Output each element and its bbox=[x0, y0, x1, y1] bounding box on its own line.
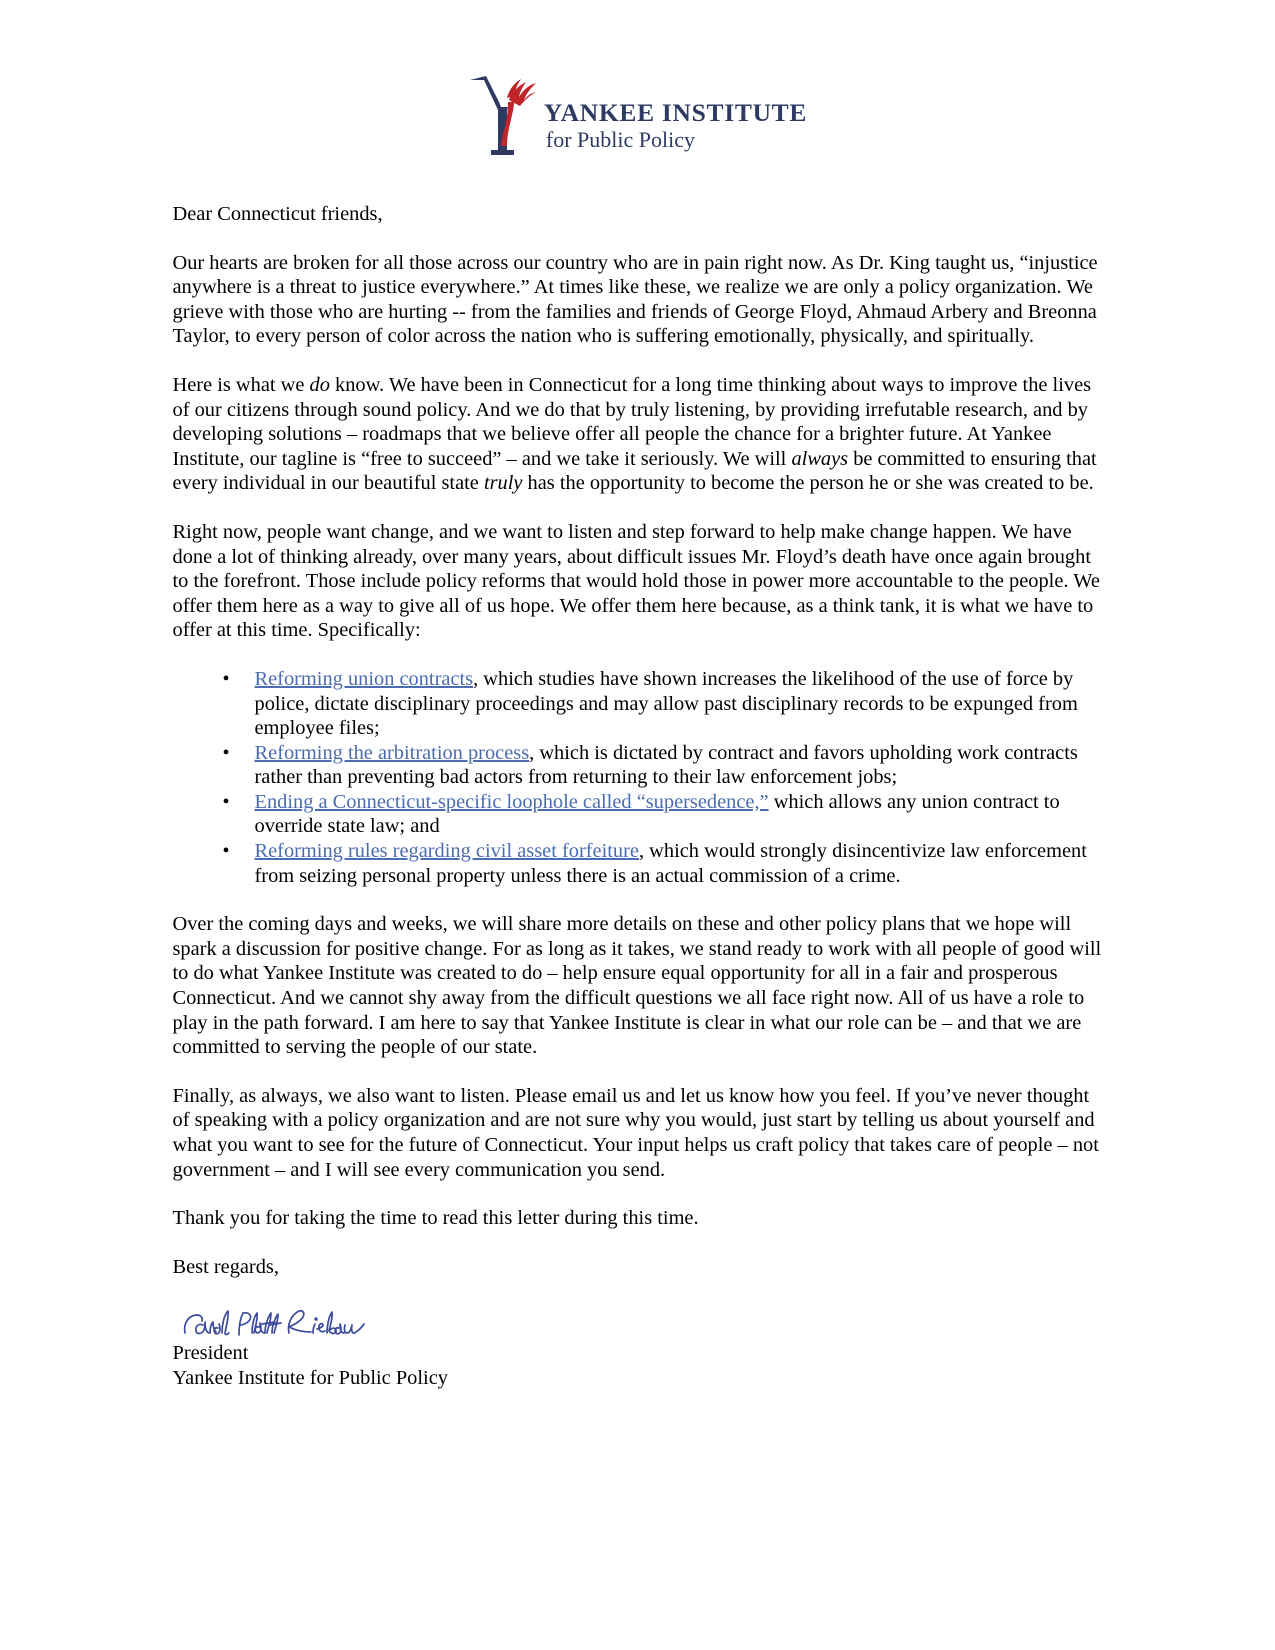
salutation: Dear Connecticut friends, bbox=[172, 203, 383, 225]
bullet-list bbox=[173, 667, 1103, 888]
list-item-text: which allows any union contract to override state law; and bbox=[254, 790, 1060, 838]
bullet-icon: • bbox=[222, 667, 230, 690]
bullet-icon: • bbox=[222, 741, 230, 764]
list-item-text: , which is dictated by contract and favors upholding work contracts rather than preventing bad actors from returning to their law enforcement jobs; bbox=[254, 741, 1078, 789]
list-item bbox=[219, 741, 1103, 790]
link-reforming-union-contracts[interactable]: Reforming union contracts bbox=[254, 667, 474, 690]
paragraph-5: Finally, as always, we also want to listen. Please email us and let us know how you feel. If you’ve never thought of speaking with a policy organization and are not sure why you would, just start by telling us about yourself and what you want to see for the future of Connecticut. Your input helps us craft policy that takes care of people – not government – and I will see every communication you send. bbox=[172, 1084, 1099, 1181]
link-ending-supersedence-loophole[interactable]: Ending a Connecticut-specific loophole called “supersedence,” bbox=[254, 790, 769, 813]
letter-body bbox=[173, 164, 1103, 1391]
logo-name-line-2: for Public Policy bbox=[545, 126, 695, 152]
p2-emphasis-do: do bbox=[309, 373, 330, 396]
list-item bbox=[219, 839, 1103, 888]
bullet-icon: • bbox=[222, 840, 230, 863]
link-reforming-arbitration-process[interactable]: Reforming the arbitration process bbox=[254, 741, 530, 764]
closing: Best regards, bbox=[172, 1255, 279, 1278]
p2-part-b: know. We have been in Connecticut for a long time thinking about ways to improve the lives of our citizens through sound policy. And we do that by truly listening, by providing irrefutable research, and by developing solutions – roadmaps that we believe offer all people the chance for a brighter future. At Yankee Institute, our tagline is “free to succeed” – and we take it seriously. We will bbox=[172, 373, 1092, 470]
paragraph-1: Our hearts are broken for all those across our country who are in pain right now. As Dr. King taught us, “injustice anywhere is a threat to justice everywhere.” At times like these, we realize we are only a policy organization. We grieve with those who are hurting -- from the families and friends of George Floyd, Ahmaud Arbery and Breonna Taylor, to every person of color across the nation who is suffering emotionally, physically, and spiritually. bbox=[172, 251, 1098, 348]
link-reforming-civil-asset-forfeiture[interactable]: Reforming rules regarding civil asset forfeiture bbox=[254, 840, 639, 863]
logo-name-line-1: YANKEE INSTITUTE bbox=[543, 97, 808, 127]
signature-block bbox=[173, 1303, 1103, 1390]
p2-emphasis-always: always bbox=[791, 447, 849, 470]
list-item bbox=[219, 667, 1103, 741]
p2-part-a: Here is what we bbox=[172, 373, 310, 396]
list-item-text: , which would strongly disincentivize law enforcement from seizing personal property unless there is an actual commission of a crime. bbox=[254, 840, 1087, 887]
p2-emphasis-truly: truly bbox=[483, 472, 523, 495]
letterhead bbox=[0, 0, 1275, 164]
list-item-text: , which studies have shown increases the likelihood of the use of force by police, dictate disciplinary proceedings and may allow past disciplinary records to be expunged from employee files; bbox=[254, 667, 1078, 740]
bullet-icon: • bbox=[222, 790, 230, 813]
paragraph-3: Right now, people want change, and we want to listen and step forward to help make change happen. We have done a lot of thinking already, over many years, about difficult issues Mr. Floyd’s death have once again brought to the forefront. Those include policy reforms that would hold those in power more accountable to the people. We offer them here as a way to give all of us hope. We offer them here because, as a think tank, it is what we have to offer at this time. Specifically: bbox=[172, 520, 1100, 642]
logo-lockup bbox=[468, 72, 807, 164]
p2-part-c: be committed to ensuring that every individual in our beautiful state bbox=[172, 447, 1097, 495]
handwritten-signature bbox=[179, 1303, 1103, 1341]
torch-y-icon bbox=[468, 72, 538, 164]
p2-part-d: has the opportunity to become the person he or she was created to be. bbox=[522, 472, 1094, 495]
signer-organization: Yankee Institute for Public Policy bbox=[172, 1366, 448, 1389]
list-item bbox=[219, 790, 1103, 839]
paragraph-2 bbox=[173, 373, 1103, 496]
paragraph-6: Thank you for taking the time to read this letter during this time. bbox=[172, 1207, 699, 1230]
policy-reform-list bbox=[173, 667, 1103, 888]
signer-title: President bbox=[172, 1342, 249, 1365]
logo-wordmark bbox=[542, 84, 807, 152]
paragraph-4: Over the coming days and weeks, we will share more details on these and other policy plans that we hope will spark a discussion for positive change. For as long as it takes, we stand ready to work with all people of good will to do what Yankee Institute was created to do – help ensure equal opportunity for all in a fair and prosperous Connecticut. And we cannot shy away from the difficult questions we all face right now. All of us have a role to play in the path forward. I am here to say that Yankee Institute is clear in what our role can be – and that we are committed to serving the people of our state. bbox=[172, 913, 1102, 1059]
